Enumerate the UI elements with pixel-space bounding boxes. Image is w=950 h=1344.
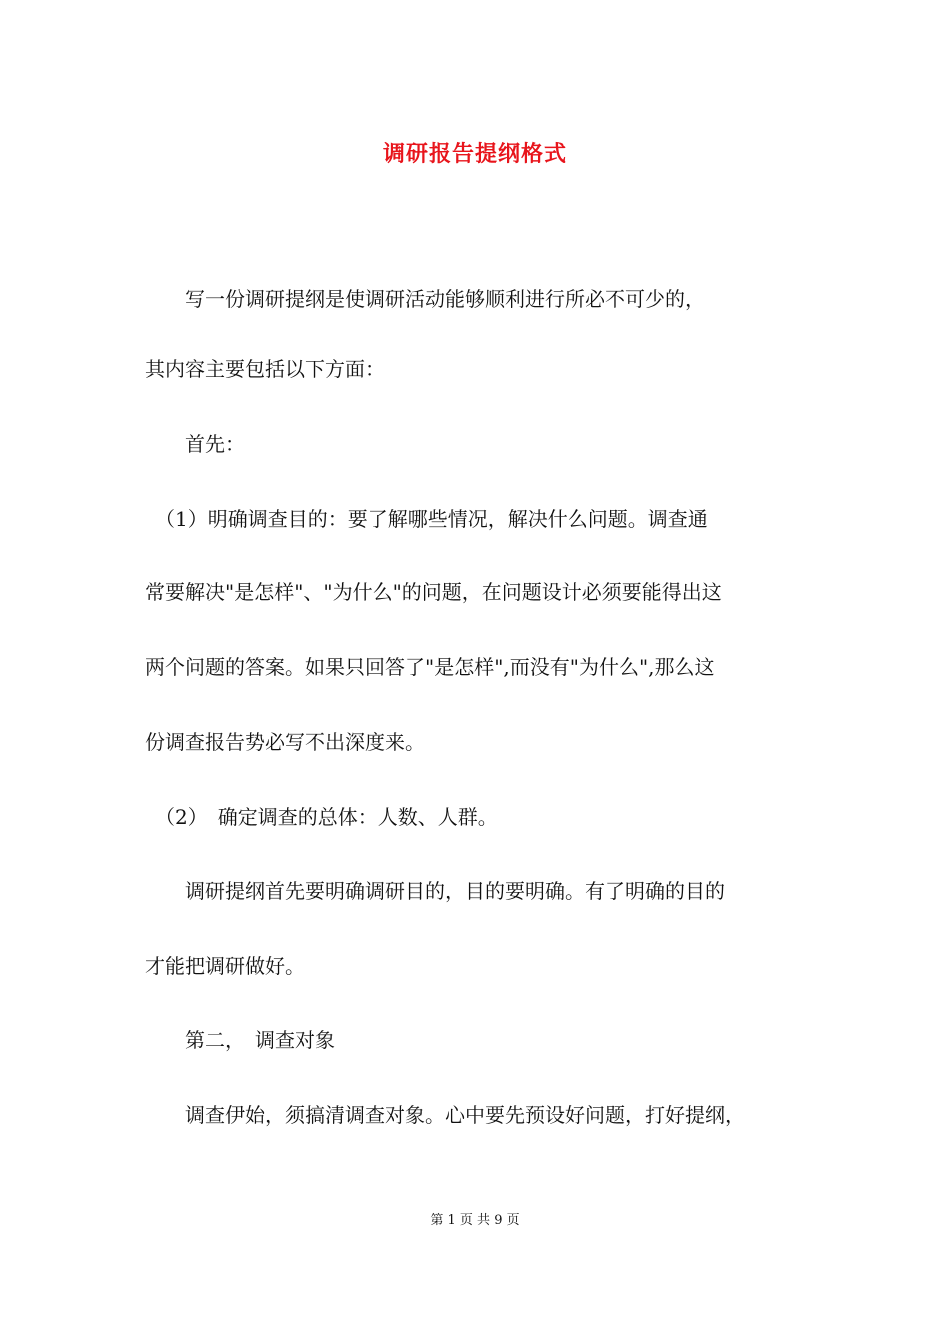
paragraph-line: 调查伊始，须搞清调查对象。心中要先预设好问题，打好提纲， <box>145 1103 745 1127</box>
paragraph-line: 常要解决"是怎样"、"为什么"的问题，在问题设计必须要能得出这 <box>145 580 722 604</box>
paragraph-line: 份调查报告势必写不出深度来。 <box>145 730 425 754</box>
paragraph-line: 首先： <box>145 432 245 456</box>
paragraph-line: （2） 确定调查的总体：人数、人群。 <box>145 805 498 829</box>
paragraph-line: 写一份调研提纲是使调研活动能够顺利进行所必不可少的， <box>145 287 705 311</box>
paragraph-line: 两个问题的答案。如果只回答了"是怎样",而没有"为什么",那么这 <box>145 655 715 679</box>
page-footer: 第 1 页 共 9 页 <box>430 1213 520 1228</box>
paragraph-line: 调研提纲首先要明确调研目的，目的要明确。有了明确的目的 <box>145 879 725 903</box>
paragraph-line: 第二， 调查对象 <box>145 1028 335 1052</box>
paragraph-line: 其内容主要包括以下方面： <box>145 357 385 381</box>
document-title: 调研报告提纲格式 <box>382 141 567 167</box>
paragraph-line: （1）明确调查目的：要了解哪些情况，解决什么问题。调查通 <box>145 507 708 531</box>
paragraph-line: 才能把调研做好。 <box>145 954 305 978</box>
